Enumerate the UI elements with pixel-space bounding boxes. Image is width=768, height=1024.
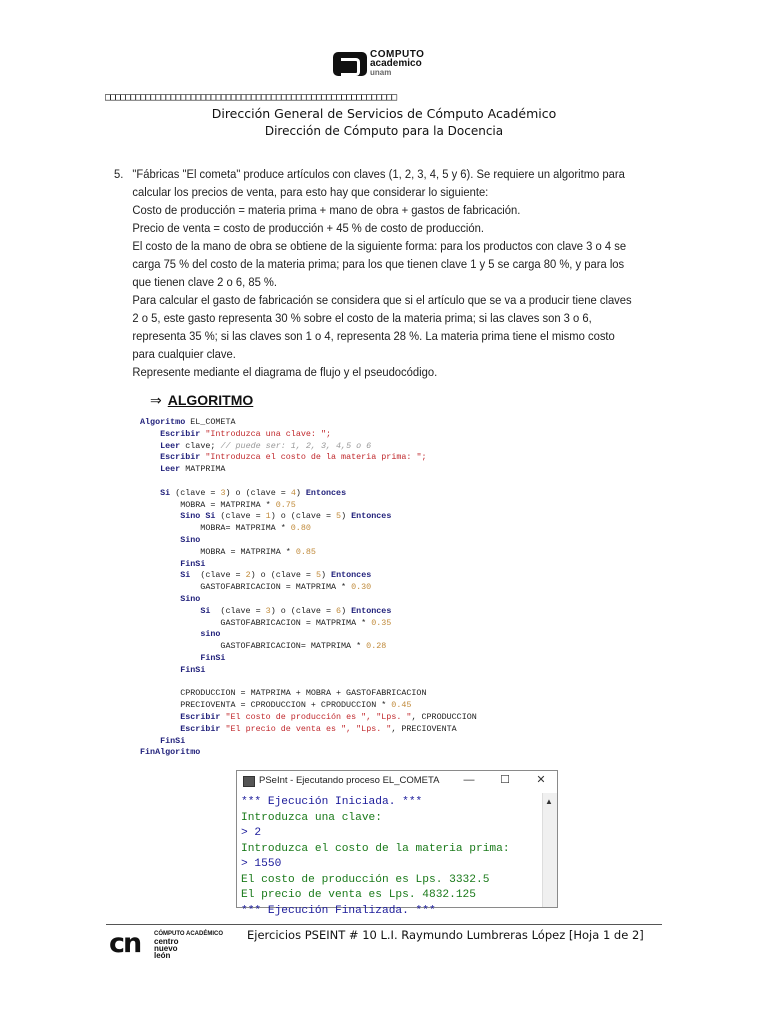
code-token: , CPRODUCCION [411, 711, 477, 722]
code-token: "El precio de venta es ", "Lps. " [225, 723, 392, 734]
window-title: PSeInt - Ejecutando proceso EL_COMETA [259, 775, 440, 786]
code-token [140, 736, 160, 746]
code-token [140, 535, 180, 545]
code-token: 5 [336, 511, 342, 522]
console-line: *** Ejecución Iniciada. *** [241, 796, 423, 808]
code-token [140, 653, 200, 663]
code-token: ) [295, 487, 306, 498]
problem-line: representa 35 %; si las claves son 1 o 4, representa 28 %. La materia prima tiene el mismo costo [132, 329, 615, 343]
scroll-up-icon[interactable]: ▲ [545, 797, 553, 806]
code-line [140, 688, 477, 700]
console-output [241, 795, 510, 919]
code-token [140, 464, 160, 474]
code-token: Sino [180, 593, 201, 604]
problem-line: para cualquier clave. [132, 347, 236, 361]
code-token: ) o (clave = [250, 570, 316, 581]
code-token: , PRECIOVENTA [391, 723, 457, 734]
code-token [140, 429, 160, 439]
code-token: Sino [180, 534, 201, 545]
code-line [140, 747, 477, 759]
code-token: Escribir [180, 711, 221, 722]
footer-logo-line2: centro [154, 937, 179, 946]
code-line [140, 582, 477, 594]
pseint-console-window [236, 770, 558, 917]
code-line [140, 547, 477, 559]
code-token: ) o (clave = [270, 605, 337, 616]
code-line [140, 429, 477, 441]
window-titlebar[interactable] [237, 771, 557, 791]
code-token: Entonces [351, 511, 392, 522]
problem-line: que tienen clave 2 o 6, 85 %. [132, 275, 278, 289]
problem-line: "Fábricas "El cometa" produce artículos con claves (1, 2, 3, 4, 5 y 6). Se requiere un algoritmo para [132, 167, 625, 181]
code-line [140, 712, 477, 724]
code-token: Algoritmo [140, 417, 186, 427]
logo-text-line3: unam [370, 68, 392, 77]
code-token: GASTOFABRICACION= MATPRIMA * [140, 641, 367, 652]
code-token: MOBRA = MATPRIMA * [140, 499, 276, 510]
code-token [140, 511, 180, 521]
code-token: Si [200, 605, 211, 616]
code-token: Entonces [305, 487, 347, 498]
code-token: ) o (clave = [225, 487, 291, 498]
code-token: // puede ser: 1, 2, 3, 4,5 o 6 [220, 440, 372, 451]
code-token [140, 629, 200, 639]
code-token: 2 [245, 570, 251, 581]
code-token: "Introduzca una clave: "; [205, 428, 332, 439]
code-token: GASTOFABRICACION = MATPRIMA * [140, 617, 372, 628]
pseint-app-icon [243, 776, 255, 787]
console-line: Introduzca el costo de la materia prima: [241, 842, 510, 855]
code-token: MOBRA= MATPRIMA * [140, 523, 291, 534]
console-line: > 2 [241, 827, 262, 839]
code-token: 0.28 [366, 641, 387, 652]
code-line [140, 594, 477, 606]
code-line [140, 523, 477, 535]
code-token: 3 [265, 605, 271, 616]
code-token [140, 559, 180, 569]
code-token: clave; [180, 440, 221, 451]
console-line: *** Ejecución Finalizada. *** [241, 904, 436, 917]
code-token: FinAlgoritmo [140, 747, 201, 758]
code-line [140, 535, 477, 547]
code-token: (clave = [170, 487, 221, 498]
problem-line: Costo de producción = materia prima + mano de obra + gastos de fabricación. [132, 203, 521, 217]
code-token: ) [341, 605, 352, 616]
code-line [140, 464, 477, 476]
code-token: "El costo de producción es ", "Lps. " [225, 711, 412, 722]
code-token: 4 [290, 487, 296, 498]
code-line [140, 511, 477, 523]
code-token: EL_COMETA [185, 417, 236, 427]
code-token: sino [200, 629, 221, 640]
footer-divider [106, 924, 662, 925]
code-line [140, 665, 477, 677]
code-token: Leer [160, 440, 181, 451]
code-token: 5 [315, 570, 321, 581]
maximize-button[interactable]: ☐ [500, 774, 510, 786]
document-subtitle: Dirección de Cómputo para la Docencia [264, 124, 504, 138]
code-token [140, 452, 160, 462]
code-token: Escribir [160, 452, 201, 463]
code-token: MOBRA = MATPRIMA * [140, 546, 296, 557]
garbled-text-line: □□□□□□□□□□□□□□□□□□□□□□□□□□□□□□□□□□□□□□□□□□□□□□□□□□□□□□□□□□ [105, 92, 397, 103]
code-line [140, 629, 477, 641]
code-token [140, 570, 180, 580]
footer-logo-line1: CÓMPUTO ACADÉMICO [154, 931, 223, 937]
code-line [140, 700, 477, 712]
problem-line: calcular los precios de venta, para esto hay que considerar lo siguiente: [132, 185, 489, 199]
code-token: FinSi [200, 652, 226, 663]
minimize-button[interactable]: — [463, 774, 475, 786]
footer-logo-line4: león [154, 951, 171, 960]
code-token: 6 [336, 605, 342, 616]
close-button[interactable]: ✕ [536, 774, 546, 786]
algorithm-heading [150, 392, 253, 409]
pseudocode-block [140, 417, 477, 759]
code-token: MATPRIMA [180, 464, 226, 475]
code-line [140, 488, 477, 500]
scrollbar[interactable] [542, 793, 557, 907]
code-token [140, 606, 200, 616]
arrow-right-icon: ⇒ [150, 392, 162, 408]
code-token: FinSi [160, 735, 186, 746]
code-token: (clave = [190, 570, 246, 581]
code-line [140, 653, 477, 665]
code-line [140, 476, 477, 488]
problem-line: Para calcular el gasto de fabricación se considera que si el artículo que se va a producir tiene claves [132, 293, 632, 307]
computo-academico-logo [333, 50, 473, 80]
code-token: ) o (clave = [270, 511, 337, 522]
logo-mark-icon [333, 52, 367, 76]
document-title: Dirección General de Servicios de Cómputo Académico [211, 106, 557, 121]
logo-text-line1: COMPUTO [370, 49, 425, 60]
code-token: (clave = [210, 605, 266, 616]
code-token: Escribir [180, 723, 221, 734]
code-line [140, 570, 477, 582]
algorithm-heading-text: ALGORITMO [167, 392, 254, 408]
code-token: Si [160, 487, 171, 498]
code-line [140, 736, 477, 748]
console-line: El precio de venta es Lps. 4832.125 [241, 889, 476, 901]
code-token [140, 441, 160, 451]
code-token: 0.45 [391, 700, 412, 711]
code-token [140, 488, 160, 498]
footer-logo-cn: cn [109, 928, 141, 959]
code-token: Leer [160, 464, 181, 475]
code-token [140, 665, 180, 675]
code-token: FinSi [180, 664, 206, 675]
console-line: Introduzca una clave: [241, 811, 382, 824]
code-token: PRECIOVENTA = CPRODUCCION + CPRODUCCION * [140, 700, 392, 711]
problem-statement [114, 165, 632, 381]
problem-body [132, 165, 647, 381]
code-line [140, 441, 477, 453]
code-token: 0.30 [351, 582, 372, 593]
code-line [140, 677, 477, 689]
code-token: Escribir [160, 428, 201, 439]
problem-line: 2 o 5, este gasto representa 30 % sobre el costo de la materia prima; si las claves son 3 o 6, [132, 311, 592, 325]
problem-line: El costo de la mano de obra se obtiene de la siguiente forma: para los productos con clave 3 o 4 se [132, 239, 627, 253]
footer-logo-line3: nuevo [154, 944, 178, 953]
code-token [140, 712, 180, 722]
code-token: "Introduzca el costo de la materia prima: "; [205, 452, 427, 463]
logo-text-line2: academico [370, 58, 422, 69]
problem-number: 5. [114, 167, 124, 181]
code-token: CPRODUCCION = MATPRIMA + MOBRA + GASTOFABRICACION [140, 688, 427, 699]
code-token: GASTOFABRICACION = MATPRIMA * [140, 582, 352, 593]
code-token: 0.35 [371, 617, 392, 628]
problem-line: Precio de venta = costo de producción + 45 % de costo de producción. [132, 221, 484, 235]
code-token: Sino Si [180, 511, 216, 522]
code-line [140, 606, 477, 618]
console-line: > 1550 [241, 858, 282, 870]
code-line [140, 452, 477, 464]
code-token: Si [180, 570, 191, 581]
code-token [140, 724, 180, 734]
code-token: 0.75 [275, 499, 296, 510]
code-line [140, 641, 477, 653]
centro-nuevo-leon-logo [109, 930, 229, 958]
code-token: Entonces [331, 570, 372, 581]
code-line [140, 500, 477, 512]
code-token: ) [320, 570, 332, 581]
code-line [140, 724, 477, 736]
code-token: 3 [220, 487, 226, 498]
code-line [140, 618, 477, 630]
footer-text: Ejercicios PSEINT # 10 L.I. Raymundo Lumbreras López [Hoja 1 de 2] [247, 928, 644, 942]
code-token: 1 [265, 511, 271, 522]
code-token: (clave = [215, 511, 266, 522]
code-token: 0.85 [295, 546, 316, 557]
code-token: Entonces [351, 605, 392, 616]
problem-line: Represente mediante el diagrama de flujo y el pseudocódigo. [132, 365, 438, 379]
code-line [140, 559, 477, 571]
code-token: ) [341, 511, 352, 522]
code-line [140, 417, 477, 429]
problem-line: carga 75 % del costo de la materia prima; para los que tienen clave 1 y 5 se carga 80 %, y para los [132, 257, 625, 271]
code-token: 0.80 [290, 523, 311, 534]
code-token: FinSi [180, 558, 206, 569]
code-token [140, 594, 180, 604]
console-line: El costo de producción es Lps. 3332.5 [241, 873, 490, 886]
